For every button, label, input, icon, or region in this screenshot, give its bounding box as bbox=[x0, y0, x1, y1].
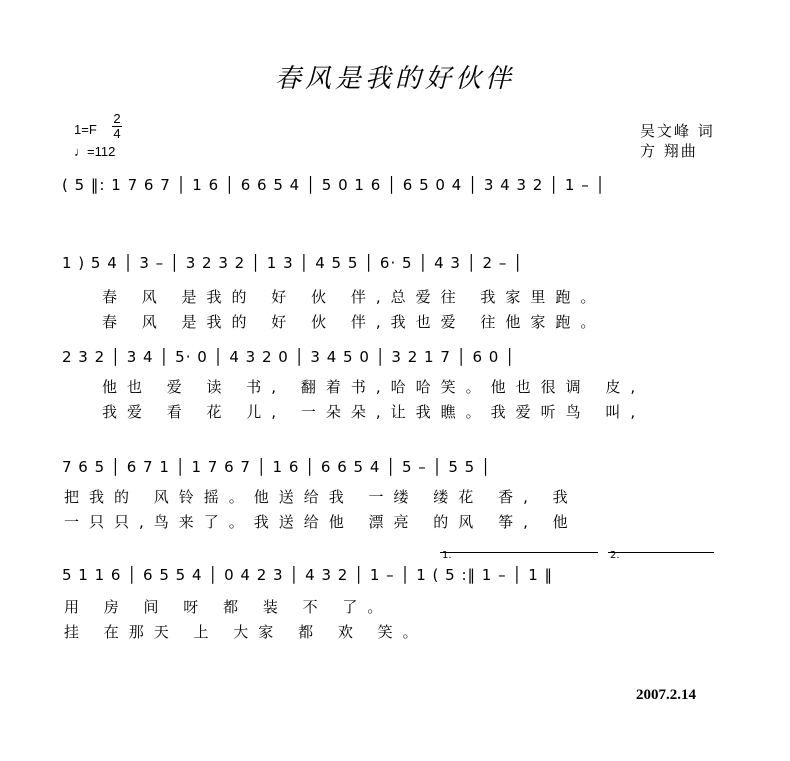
composer-credit: 方 翔曲 bbox=[640, 142, 698, 160]
notes-line-3: 2 3 2 │ 3 4 │ 5· 0 │ 4 3 2 0 │ 3 4 5 0 │ 3 2 1 7 │ 6 0 │ bbox=[62, 348, 516, 366]
quarter-note-icon: ♩ bbox=[74, 144, 87, 159]
score-line-2 bbox=[62, 254, 722, 332]
ending-1-bracket bbox=[440, 552, 598, 553]
time-bottom: 4 bbox=[113, 126, 121, 141]
lyrics-line-5-verse-1: 用 房 间 呀 都 装 不 了。 bbox=[64, 598, 393, 616]
notes-line-5: 5 1 1 6 │ 6 5 5 4 │ 0 4 2 3 │ 4 3 2 │ 1 – │ 1 ( 5 :‖ 1 – │ 1 ‖ bbox=[62, 566, 554, 584]
lyrics-line-3-verse-2: 我爱 看 花 儿, 一朵朵,让我瞧。我爱听鸟 叫, bbox=[102, 403, 646, 421]
notes-line-2: 1 ) 5 4 │ 3 – │ 3 2 3 2 │ 1 3 │ 4 5 5 │ 6· 5 │ 4 3 │ 2 – │ bbox=[62, 254, 524, 272]
ending-2-label: 2. bbox=[610, 550, 620, 561]
score-line-5 bbox=[62, 550, 732, 642]
notes-line-4: 7 6 5 │ 6 7 1 │ 1 7 6 7 │ 1 6 │ 6 6 5 4 │ 5 – │ 5 5 │ bbox=[62, 458, 492, 476]
time-signature bbox=[112, 112, 122, 141]
lyrics-line-3-verse-1: 他也 爱 读 书, 翻着书,哈哈笑。他也很调 皮, bbox=[102, 378, 646, 396]
ending-2-bracket bbox=[608, 552, 714, 553]
notes-line-1: ( 5 ‖: 1 7 6 7 │ 1 6 │ 6 6 5 4 │ 5 0 1 6 │ 6 5 0 4 │ 3 4 3 2 │ 1 – │ bbox=[62, 176, 606, 194]
time-top: 2 bbox=[113, 111, 121, 126]
score-line-4 bbox=[62, 458, 722, 532]
score-line-1 bbox=[62, 176, 722, 194]
lyricist-credit: 吴文峰 词 bbox=[640, 122, 715, 140]
key-signature: 1=F bbox=[74, 122, 97, 137]
lyrics-line-4-verse-2: 一只只,鸟来了。我送给他 漂亮 的风 筝, 他 bbox=[64, 513, 578, 531]
ending-1-label: 1. bbox=[442, 550, 452, 561]
score-line-3 bbox=[62, 348, 722, 422]
page-title: 春风是我的好伙伴 bbox=[274, 64, 515, 94]
date-stamp: 2007.2.14 bbox=[636, 687, 696, 703]
lyrics-line-2-verse-2: 春 风 是我的 好 伙 伴,我也爱 往他家跑。 bbox=[102, 313, 606, 331]
tempo-mark bbox=[74, 144, 115, 159]
lyrics-line-2-verse-1: 春 风 是我的 好 伙 伴,总爱往 我家里跑。 bbox=[102, 288, 606, 306]
tempo-value: =112 bbox=[87, 144, 116, 159]
lyrics-line-5-verse-2: 挂 在那天 上 大家 都 欢 笑。 bbox=[64, 623, 428, 641]
lyrics-line-4-verse-1: 把我的 风铃摇。他送给我 一缕 缕花 香, 我 bbox=[64, 488, 578, 506]
